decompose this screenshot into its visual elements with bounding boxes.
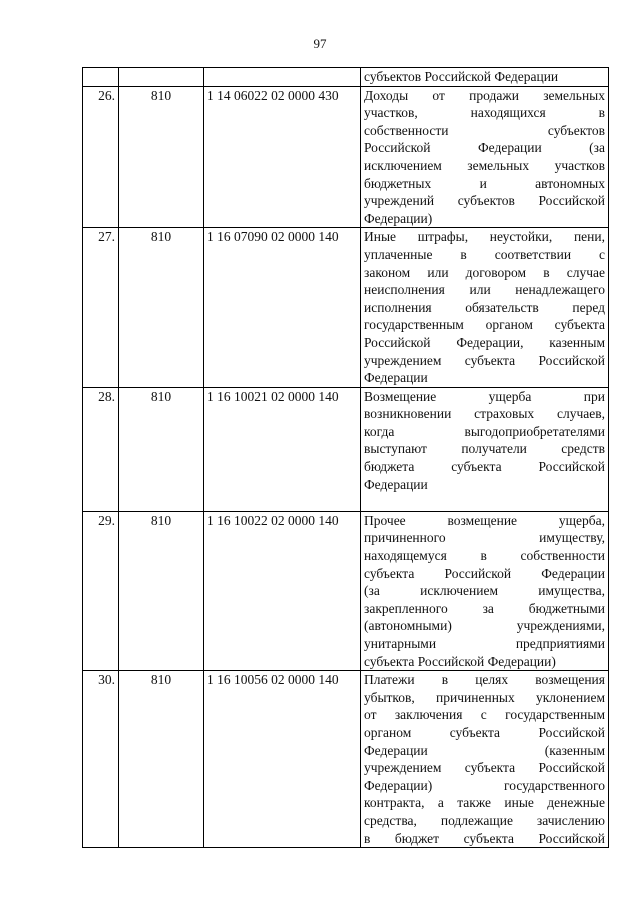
revenue-name-line: Доходы от продажи земельных [364,87,605,103]
revenue-name-line: (за исключением имущества, [364,583,605,599]
administrator-code-cell: 810 [119,228,204,387]
budget-code-cell: 1 16 10021 02 0000 140 [204,387,361,511]
budget-code-cell [204,68,361,87]
table-row [83,228,609,387]
administrator-code-cell: 810 [119,511,204,670]
row-number-cell: 30. [83,671,119,848]
revenue-name-line: Федерации [364,370,428,386]
revenue-name-cell [361,86,609,228]
revenue-name-line: исполнения обязательств перед [364,299,605,315]
revenue-name-line: исключением земельных участков [364,157,605,173]
revenue-name-line: собственности субъектов [364,122,605,138]
revenue-name-line: уплаченные в соответствии с [364,246,605,262]
revenue-name-line: Федерации) государственного [364,777,605,793]
row-number-cell: 29. [83,511,119,670]
revenue-name-line: когда выгодоприобретателями [364,423,605,439]
budget-code-cell: 1 16 10022 02 0000 140 [204,511,361,670]
revenue-name-line: субъектов Российской Федерации [364,69,559,84]
row-number-cell: 27. [83,228,119,387]
table-row [83,671,609,848]
revenue-name-line: Возмещение ущерба при [364,388,605,404]
revenue-name-cell [361,68,609,87]
revenue-name-line: выступают получатели средств [364,441,605,457]
table-row [83,511,609,670]
revenue-name-line: средства, подлежащие зачислению [364,812,605,828]
revenue-name-cell [361,387,609,511]
revenue-name-line: Иные штрафы, неустойки, пени, [364,229,605,245]
revenue-name-line: учреждением субъекта Российской [364,352,605,368]
revenue-name-line: Федерации) [364,210,433,226]
budget-code-cell: 1 14 06022 02 0000 430 [204,86,361,228]
revenue-name-line: учреждений субъектов Российской [364,193,605,209]
revenue-name-line: законом или договором в случае [364,264,605,280]
row-number-cell [83,68,119,87]
administrator-code-cell [119,68,204,87]
budget-code-cell: 1 16 10056 02 0000 140 [204,671,361,848]
revenue-name-line: субъекта Российской Федерации) [364,653,556,669]
revenue-name-line: контракта, а также иные денежные [364,795,605,811]
budget-classification-table [82,67,609,848]
revenue-name-line: субъекта Российской Федерации [364,565,605,581]
revenue-name-line: в бюджет субъекта Российской [364,830,605,846]
revenue-name-line: закрепленного за бюджетными [364,600,605,616]
revenue-name-cell [361,671,609,848]
revenue-name-line: бюджетных и автономных [364,175,605,191]
revenue-name-line: находящемуся в собственности [364,548,605,564]
blank-line [364,493,605,511]
revenue-name-line: государственным органом субъекта [364,317,605,333]
revenue-name-line: Прочее возмещение ущерба, [364,512,605,528]
revenue-name-cell [361,511,609,670]
administrator-code-cell: 810 [119,86,204,228]
table-row [83,68,609,87]
table-body [83,68,609,848]
table-row [83,86,609,228]
page-number: 97 [313,36,327,51]
revenue-name-line: убытков, причиненных уклонением [364,689,605,705]
table-row [83,387,609,511]
revenue-name-line: учреждением субъекта Российской [364,760,605,776]
revenue-name-line: унитарными предприятиями [364,636,605,651]
revenue-name-line: Платежи в целях возмещения [364,672,605,688]
revenue-name-line: Федерации [364,476,428,492]
administrator-code-cell: 810 [119,671,204,848]
administrator-code-cell: 810 [119,387,204,511]
row-number-cell: 28. [83,387,119,511]
revenue-name-line: (автономными) учреждениями, [364,618,605,634]
revenue-name-line: причиненного имуществу, [364,530,605,546]
revenue-name-line: органом субъекта Российской [364,724,605,740]
revenue-name-line: участков, находящихся в [364,105,605,121]
revenue-name-line: неисполнения или ненадлежащего [364,282,605,298]
revenue-name-line: от заключения с государственным [364,707,605,723]
revenue-name-line: возникновении страховых случаев, [364,406,605,422]
budget-code-cell: 1 16 07090 02 0000 140 [204,228,361,387]
revenue-name-cell [361,228,609,387]
row-number-cell: 26. [83,86,119,228]
revenue-name-line: Российской Федерации (за [364,140,605,156]
revenue-name-line: Федерации (казенным [364,742,605,758]
revenue-name-line: бюджета субъекта Российской [364,459,605,475]
revenue-name-line: Российской Федерации, казенным [364,334,605,350]
